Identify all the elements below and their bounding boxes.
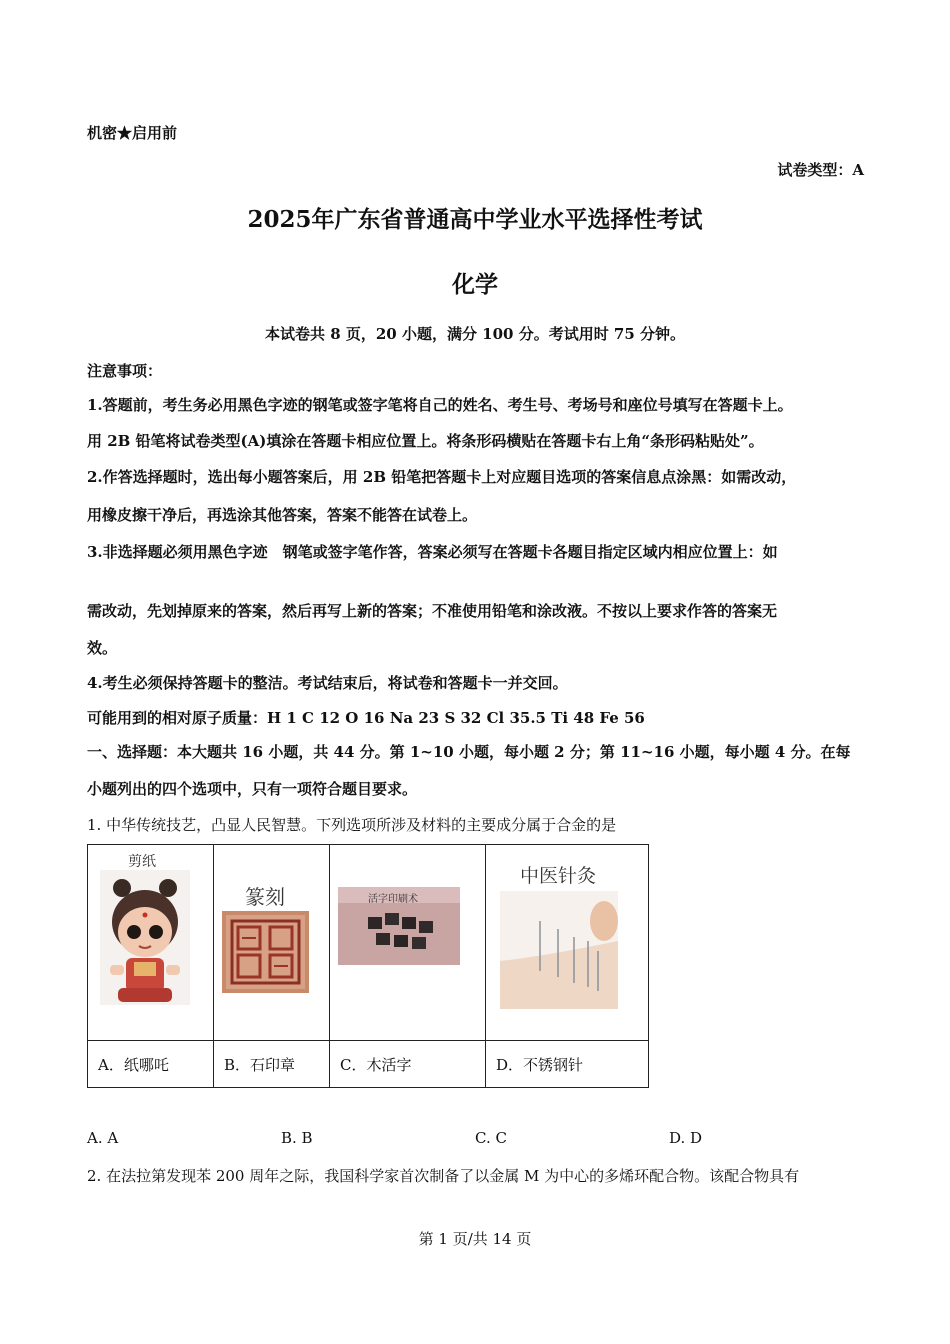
option-b-label-cell bbox=[214, 1041, 330, 1088]
option-a-label-cell bbox=[88, 1041, 214, 1088]
notice-line: 用 2B 铅笔将试卷类型(A)填涂在答题卡相应位置上。将条形码横贴在答题卡右上角“条形码粘贴处”。 bbox=[87, 432, 764, 450]
atomic-masses: 可能用到的相对原子质量：H 1 C 12 O 16 Na 23 S 32 Cl 35.5 Ti 48 Fe 56 bbox=[87, 709, 645, 727]
option-a-image-cell bbox=[88, 845, 214, 1041]
confidential-mark: 机密★启用前 bbox=[87, 124, 178, 142]
paper-type: 试卷类型：A bbox=[777, 161, 864, 179]
option-d-label: D．不锈钢针 bbox=[496, 1055, 584, 1074]
answer-choice-c[interactable]: C. C bbox=[475, 1129, 507, 1147]
option-b-image-cell bbox=[214, 845, 330, 1041]
notice-line: 2.作答选择题时，选出每小题答案后，用 2B 铅笔把答题卡上对应题目选项的答案信息点涂黑：如需改动， bbox=[87, 468, 797, 486]
nezha-figure-image bbox=[100, 870, 190, 1005]
notice-heading: 注意事项： bbox=[87, 362, 163, 380]
option-d-image-cell bbox=[486, 845, 649, 1041]
exam-title: 2025年广东省普通高中学业水平选择性考试 bbox=[247, 206, 703, 233]
option-b-label: B．石印章 bbox=[224, 1055, 296, 1074]
option-a-label: A．纸哪吒 bbox=[98, 1055, 169, 1074]
page-number: 第 1 页/共 14 页 bbox=[418, 1230, 532, 1248]
question-2-stem: 2. 在法拉第发现苯 200 周年之际，我国科学家首次制备了以金属 M 为中心的多烯环配合物。该配合物具有 bbox=[87, 1167, 800, 1185]
option-c-label-cell bbox=[330, 1041, 486, 1088]
answer-choice-d[interactable]: D. D bbox=[669, 1129, 703, 1147]
notice-line: 需改动，先划掉原来的答案，然后再写上新的答案；不准使用铅笔和涂改液。不按以上要求作答的答案无 bbox=[87, 602, 778, 620]
option-d-label-cell bbox=[486, 1041, 649, 1088]
notice-line: 4.考生必须保持答题卡的整洁。考试结束后，将试卷和答题卡一并交回。 bbox=[87, 674, 568, 692]
image-caption: 篆刻 bbox=[245, 885, 285, 909]
subject-title: 化学 bbox=[452, 271, 498, 298]
notice-line: 1.答题前，考生务必用黑色字迹的钢笔或签字笔将自己的姓名、考生号、考场号和座位号填写在答题卡上。 bbox=[87, 396, 793, 414]
option-c-label: C．木活字 bbox=[340, 1055, 412, 1074]
answer-choice-b[interactable]: B. B bbox=[281, 1129, 313, 1147]
stone-seal-image bbox=[222, 911, 309, 993]
answer-choice-a[interactable]: A. A bbox=[87, 1129, 119, 1147]
acupuncture-image bbox=[500, 891, 618, 1009]
image-caption: 活字印刷术 bbox=[368, 894, 418, 905]
question-1-stem: 1. 中华传统技艺，凸显人民智慧。下列选项所涉及材料的主要成分属于合金的是 bbox=[87, 816, 617, 834]
question-1-options-table bbox=[87, 844, 649, 1088]
notice-line: 3.非选择题必须用黑色字迹 钢笔或签字笔作答，答案必须写在答题卡各题目指定区域内相应位置上：如 bbox=[87, 543, 778, 561]
notice-line: 效。 bbox=[87, 639, 118, 657]
section-heading-line: 一、选择题：本大题共 16 小题，共 44 分。第 1~10 小题，每小题 2 分；第 11~16 小题，每小题 4 分。在每 bbox=[87, 743, 851, 761]
option-c-image-cell bbox=[330, 845, 486, 1041]
section-heading-line: 小题列出的四个选项中，只有一项符合题目要求。 bbox=[87, 780, 418, 798]
image-caption: 中医针灸 bbox=[520, 865, 597, 887]
image-caption: 剪纸 bbox=[128, 854, 156, 870]
exam-intro: 本试卷共 8 页，20 小题，满分 100 分。考试用时 75 分钟。 bbox=[264, 325, 686, 343]
notice-line: 用橡皮擦干净后，再选涂其他答案，答案不能答在试卷上。 bbox=[87, 506, 478, 524]
